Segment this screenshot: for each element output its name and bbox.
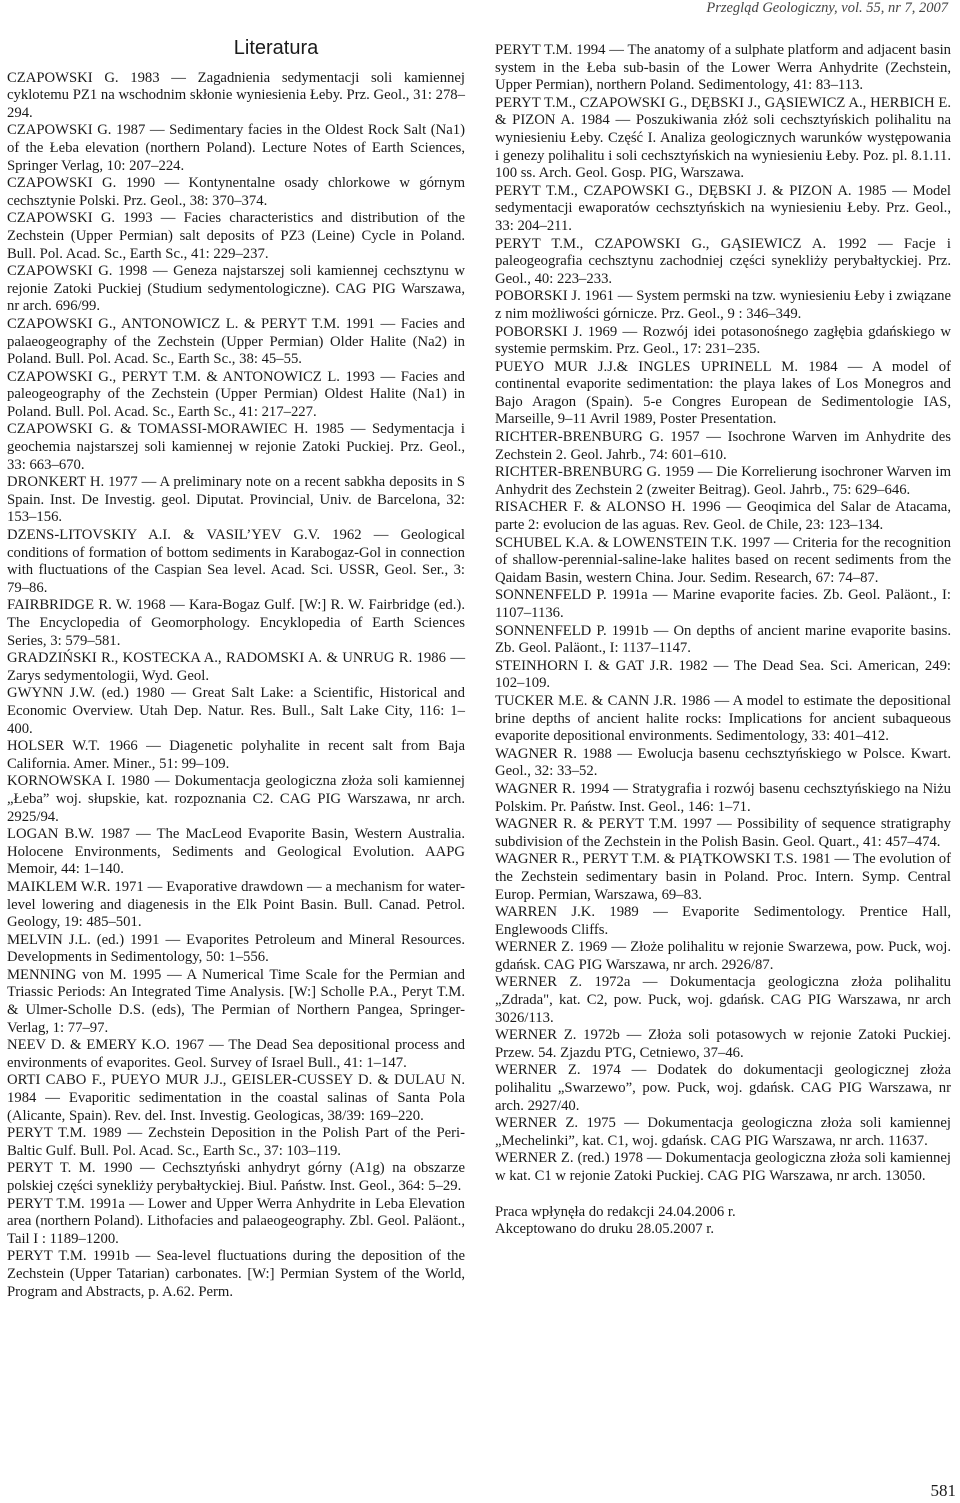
reference-item: CZAPOWSKI G. 1990 — Kontynentalne osady chlorkowe w górnym cechsztynie Polski. Prz. Geol., 38: 370–374. [7,175,465,209]
reference-item: PERYT T.M., CZAPOWSKI G., GĄSIEWICZ A. 1992 — Facje i paleogeografia cechsztynu zachodniej części synekliży perybałtyckiej. Prz. Geol., 40: 223–233. [495,235,951,287]
reference-item: CZAPOWSKI G., ANTONOWICZ L. & PERYT T.M. 1991 — Facies and palaeogeography of the Zechstein (Upper Permian) Older Halite (Na2) in Poland. Bull. Pol. Acad. Sc., Earth Sc., 38: 45–55. [7,315,465,368]
reference-item: GRADZIŃSKI R., KOSTECKA A., RADOMSKI A. & UNRUG R. 1986 — Zarys sedymentologii, Wyd. Geol. [7,650,465,684]
reference-item: FAIRBRIDGE R. W. 1968 — Kara-Bogaz Gulf. [W:] R. W. Fairbridge (ed.). The Encyclopedia of Geomorphology. Encyklopedia of Earth Sciences Series, 3: 579–581. [7,597,465,649]
accepted-date: Akceptowano do druku 28.05.2007 r. [495,1221,715,1238]
reference-item: CZAPOWSKI G. 1983 — Zagadnienia sedymentacji soli kamiennej cyklotemu PZ1 na wschodnim skłonie wyniesienia Łeby. Prz. Geol., 31: 278–294. [7,69,465,121]
reference-item: GWYNN J.W. (ed.) 1980 — Great Salt Lake: a Scientific, Historical and Economic Overview. Utah Dep. Natur. Res. Bull., Salt Lake City, 116: 1–400. [7,685,465,737]
reference-item: WERNER Z. 1972a — Dokumentacja geologiczna złoża polihalitu „Zdrada", kat. C2, pow. Puck, woj. gdańsk. CAG PIG Warszawa, nr arch 3026/113. [495,974,951,1026]
reference-item: WAGNER R. 1988 — Ewolucja basenu cechsztyńskiego w Polsce. Kwart. Geol., 32: 33–52. [495,745,951,780]
reference-item: MELVIN J.L. (ed.) 1991 — Evaporites Petroleum and Mineral Resources. Developments in Sedimentology, 50: 1–556. [7,931,465,966]
reference-item: DZENS-LITOVSKIY A.I. & VASIL’YEV G.V. 1962 — Geological conditions of formation of bottom sediments in Karabogaz-Gol in connection with fluctuations of the Caspian Sea level. Acad. Sci. USSR, Geol. Ser., 3: 79–86. [7,527,465,596]
reference-item: WAGNER R. 1994 — Stratygrafia i rozwój basenu cechsztyńskiego na Niżu Polskim. Pr. Państw. Inst. Geol., 146: 1–71. [495,780,951,815]
page-number: 581 [930,1481,956,1500]
reference-item: LOGAN B.W. 1987 — The MacLeod Evaporite Basin, Western Australia. Holocene Environments, Sediments and Geological Evolution. AAPG Memoir, 44: 1–140. [7,826,465,878]
journal-header: Przegląd Geologiczny, vol. 55, nr 7, 2007 [706,0,948,16]
reference-list-right [495,42,951,1186]
received-date: Praca wpłynęła do redakcji 24.04.2006 r. [495,1203,736,1220]
reference-item: MAIKLEM W.R. 1971 — Evaporative drawdown — a mechanism for water-level lowering and diagenesis in the Elk Point Basin. Bull. Canad. Petrol. Geology, 19: 485–501. [7,878,465,931]
reference-item: NEEV D. & EMERY K.O. 1967 — The Dead Sea depositional process and environments of evaporites. Geol. Survey of Israel Bull., 41: 1–147. [7,1037,465,1071]
reference-item: WERNER Z. 1969 — Złoże polihalitu w rejonie Swarzewa, pow. Puck, woj. gdańsk. CAG PIG Warszawa, nr arch. 2926/87. [495,939,951,973]
left-column [7,36,465,1301]
reference-item: WARREN J.K. 1989 — Evaporite Sedimentology. Prentice Hall, Englewoods Cliffs. [495,904,951,938]
reference-item: TUCKER M.E. & CANN J.R. 1986 — A model to estimate the depositional brine depths of ancient halite rocks: Implications for ancient subaqueous evaporite depositional environments. Sedimentology, 33: 401–412. [495,692,951,745]
reference-item: SONNENFELD P. 1991a — Marine evaporite facies. Zb. Geol. Paläont., I: 1107–1136. [495,587,951,621]
reference-item: SCHUBEL K.A. & LOWENSTEIN T.K. 1997 — Criteria for the recognition of shallow-perennial-saline-lake halites based on recent sediments from the Qaidam Basin, western China. Jour. Sedim. Research, 67: 74–87. [495,534,951,586]
reference-item: POBORSKI J. 1961 — System permski na tzw. wyniesieniu Łeby i związane z nim możliwości górnicze. Prz. Geol., 9 : 346–349. [495,288,951,322]
right-column [495,42,951,1239]
reference-item: PERYT T.M. 1994 — The anatomy of a sulphate platform and adjacent basin system in the Łeba sub-basin of the Lower Werra Anhydrite (Zechstein, Upper Permian), northern Poland. Sedimentology, 41: 83–113. [495,42,951,94]
reference-item: PERYT T.M. 1989 — Zechstein Deposition in the Polish Part of the Peri-Baltic Gulf. Bull. Pol. Acad. Sc., Earth Sc., 37: 103–119. [7,1125,465,1159]
reference-item: RICHTER-BRENBURG G. 1959 — Die Korrelierung isochroner Warven im Anhydrit des Zechstein 2 (zweiter Beitrag). Geol. Jahrb., 75: 629–646. [495,464,951,498]
reference-item: MENNING von M. 1995 — A Numerical Time Scale for the Permian and Triassic Periods: An Integrated Time Analysis. [W:] Scholle P.A., Peryt T.M. & Ulmer-Scholle D.S. (eds), The Permian of Northern Pangea, Springer-Verlag, 1: 77–97. [7,966,465,1036]
reference-item: CZAPOWSKI G. 1987 — Sedimentary facies in the Oldest Rock Salt (Na1) of the Łeba elevation (northern Poland). Lecture Notes of Earth Sciences, Springer Verlag, 10: 207–224. [7,122,465,174]
reference-item: KORNOWSKA I. 1980 — Dokumentacja geologiczna złoża soli kamiennej „Łeba” woj. słupskie, kat. rozpoznania C2. CAG PIG Warszawa, nr arch. 2925/94. [7,773,465,825]
reference-item: WAGNER R. & PERYT T.M. 1997 — Possibility of sequence stratigraphy subdivision of the Zechstein in the Polish Basin. Geol. Quart., 41: 457–474. [495,816,951,850]
reference-item: CZAPOWSKI G. 1998 — Geneza najstarszej soli kamiennej cechsztynu w rejonie Zatoki Puckiej (Studium sedymentologiczne). CAG PIG Warszawa, nr arch. 696/99. [7,263,465,315]
editorial-notes [495,1204,951,1239]
reference-item: HOLSER W.T. 1966 — Diagenetic polyhalite in recent salt from Baja California. Amer. Miner., 51: 99–109. [7,738,465,772]
reference-item: PERYT T. M. 1990 — Cechsztyński anhydryt górny (A1g) na obszarze polskiej części synekliży perybałtyckiej. Biul. Państw. Inst. Geol., 364: 5–29. [7,1160,465,1194]
reference-item: CZAPOWSKI G., PERYT T.M. & ANTONOWICZ L. 1993 — Facies and paleogeography of the Zechstein (Upper Permian) Oldest Halite (Na1) in Poland. Bull. Pol. Acad. Sc., Earth Sc., 41: 217–227. [7,368,465,420]
reference-item: CZAPOWSKI G. & TOMASSI-MORAWIEC H. 1985 — Sedymentacja i geochemia najstarszej soli kamiennej w rejonie Zatoki Puckiej. Prz. Geol., 33: 663–670. [7,421,465,473]
reference-item: SONNENFELD P. 1991b — On depths of ancient marine evaporite basins. Zb. Geol. Paläont., I: 1137–1147. [495,622,951,657]
reference-item: PERYT T.M., CZAPOWSKI G., DĘBSKI J., GĄSIEWICZ A., HERBICH E. & PIZON A. 1984 — Poszukiwania złóż soli cechsztyńskich polihalitu na wyniesieniu Łeby. Część I. Analiza geologicznych warunków występowania i genezy polihalitu i soli cechsztyńskich na wyniesieniu Łeby. Poz. pl. 8.1.11. 100 ss. Arch. Geol. Gosp. PIG, Warszawa. [495,94,951,182]
reference-list-left [7,70,465,1302]
reference-item: CZAPOWSKI G. 1993 — Facies characteristics and distribution of the Zechstein (Upper Permian) salt deposits of PZ3 (Leine) Cycle in Poland. Bull. Pol. Acad. Sc., Earth Sc., 41: 229–237. [7,210,465,262]
reference-item: STEINHORN I. & GAT J.R. 1982 — The Dead Sea. Sci. American, 249: 102–109. [495,657,951,692]
reference-item: WAGNER R., PERYT T.M. & PIĄTKOWSKI T.S. 1981 — The evolution of the Zechstein sedimentary basin in Poland. Proc. Intern. Symp. Central Europ. Permian, Warszawa, 69–83. [495,851,951,903]
reference-item: WERNER Z. 1972b — Złoża soli potasowych w rejonie Zatoki Puckiej. Przew. 54. Zjazdu PTG, Cetniewo, 37–46. [495,1027,951,1061]
reference-item: PERYT T.M. 1991a — Lower and Upper Werra Anhydrite in Leba Elevation area (northern Poland). Lithofacies and palaeogeography. Zbl. Geol. Paläont., Tail I : 1189–1200. [7,1195,465,1247]
reference-item: PERYT T.M. 1991b — Sea-level fluctuations during the deposition of the Zechstein (Upper Tatarian) carbonates. [W:] Permian System of the World, Program and Abstracts, p. A.62. Perm. [7,1248,465,1300]
reference-item: RICHTER-BRENBURG G. 1957 — Isochrone Warven im Anhydrite des Zechstein 2. Geol. Jahrb., 74: 601–610. [495,429,951,463]
reference-item: RISACHER F. & ALONSO H. 1996 — Geoqimica del Salar de Atacama, parte 2: evolucion de las aguas. Rev. Geol. de Chile, 23: 123–134. [495,499,951,534]
reference-item: POBORSKI J. 1969 — Rozwój idei potasonośnego zagłębia gdańskiego w systemie permskim. Prz. Geol., 17: 231–235. [495,323,951,358]
reference-item: DRONKERT H. 1977 — A preliminary note on a recent sabkha deposits in S Spain. Inst. De Investig. geol. Diputat. Provincial, Univ. de Barcelona, 32: 153–156. [7,474,465,526]
reference-item: WERNER Z. 1975 — Dokumentacja geologiczna złoża soli kamiennej „Mechelinki”, kat. C1, woj. gdańsk. CAG PIG Warszawa, nr arch. 11637. [495,1115,951,1149]
reference-item: PERYT T.M., CZAPOWSKI G., DĘBSKI J. & PIZON A. 1985 — Model sedymentacji ewaporatów cechsztyńskich na wyniesieniu Łeby. Prz. Geol., 33: 204–211. [495,182,951,234]
reference-item: WERNER Z. (red.) 1978 — Dokumentacja geologiczna złoża soli kamiennej w kat. C1 w rejonie Zatoki Puckiej. CAG PIG Warszawa, nr arch. 13050. [495,1150,951,1184]
section-title: Literatura [233,37,319,59]
reference-item: WERNER Z. 1974 — Dodatek do dokumentacji geologicznej złoża polihalitu „Swarzewo”, pow. Puck, woj. gdańsk. CAG PIG Warszawa, nr arch. 2927/40. [495,1062,951,1114]
reference-item: ORTI CABO F., PUEYO MUR J.J., GEISLER-CUSSEY D. & DULAU N. 1984 — Evaporitic sedimentation in the coastal salinas of Santa Pola (Alicante, Spain). Rev. del. Inst. Investig. Geologicas, 38/39: 169–220. [7,1072,465,1124]
reference-item: PUEYO MUR J.J.& INGLES UPRINELL M. 1984 — A model of continental evaporite sedimentation: the playa lakes of Los Monegros and Bajo Aragon (Spain). 5-e Congres European de Sedimentologie IAS, Marseille, 9–11 Avril 1989, Poster Presentation. [495,358,951,428]
